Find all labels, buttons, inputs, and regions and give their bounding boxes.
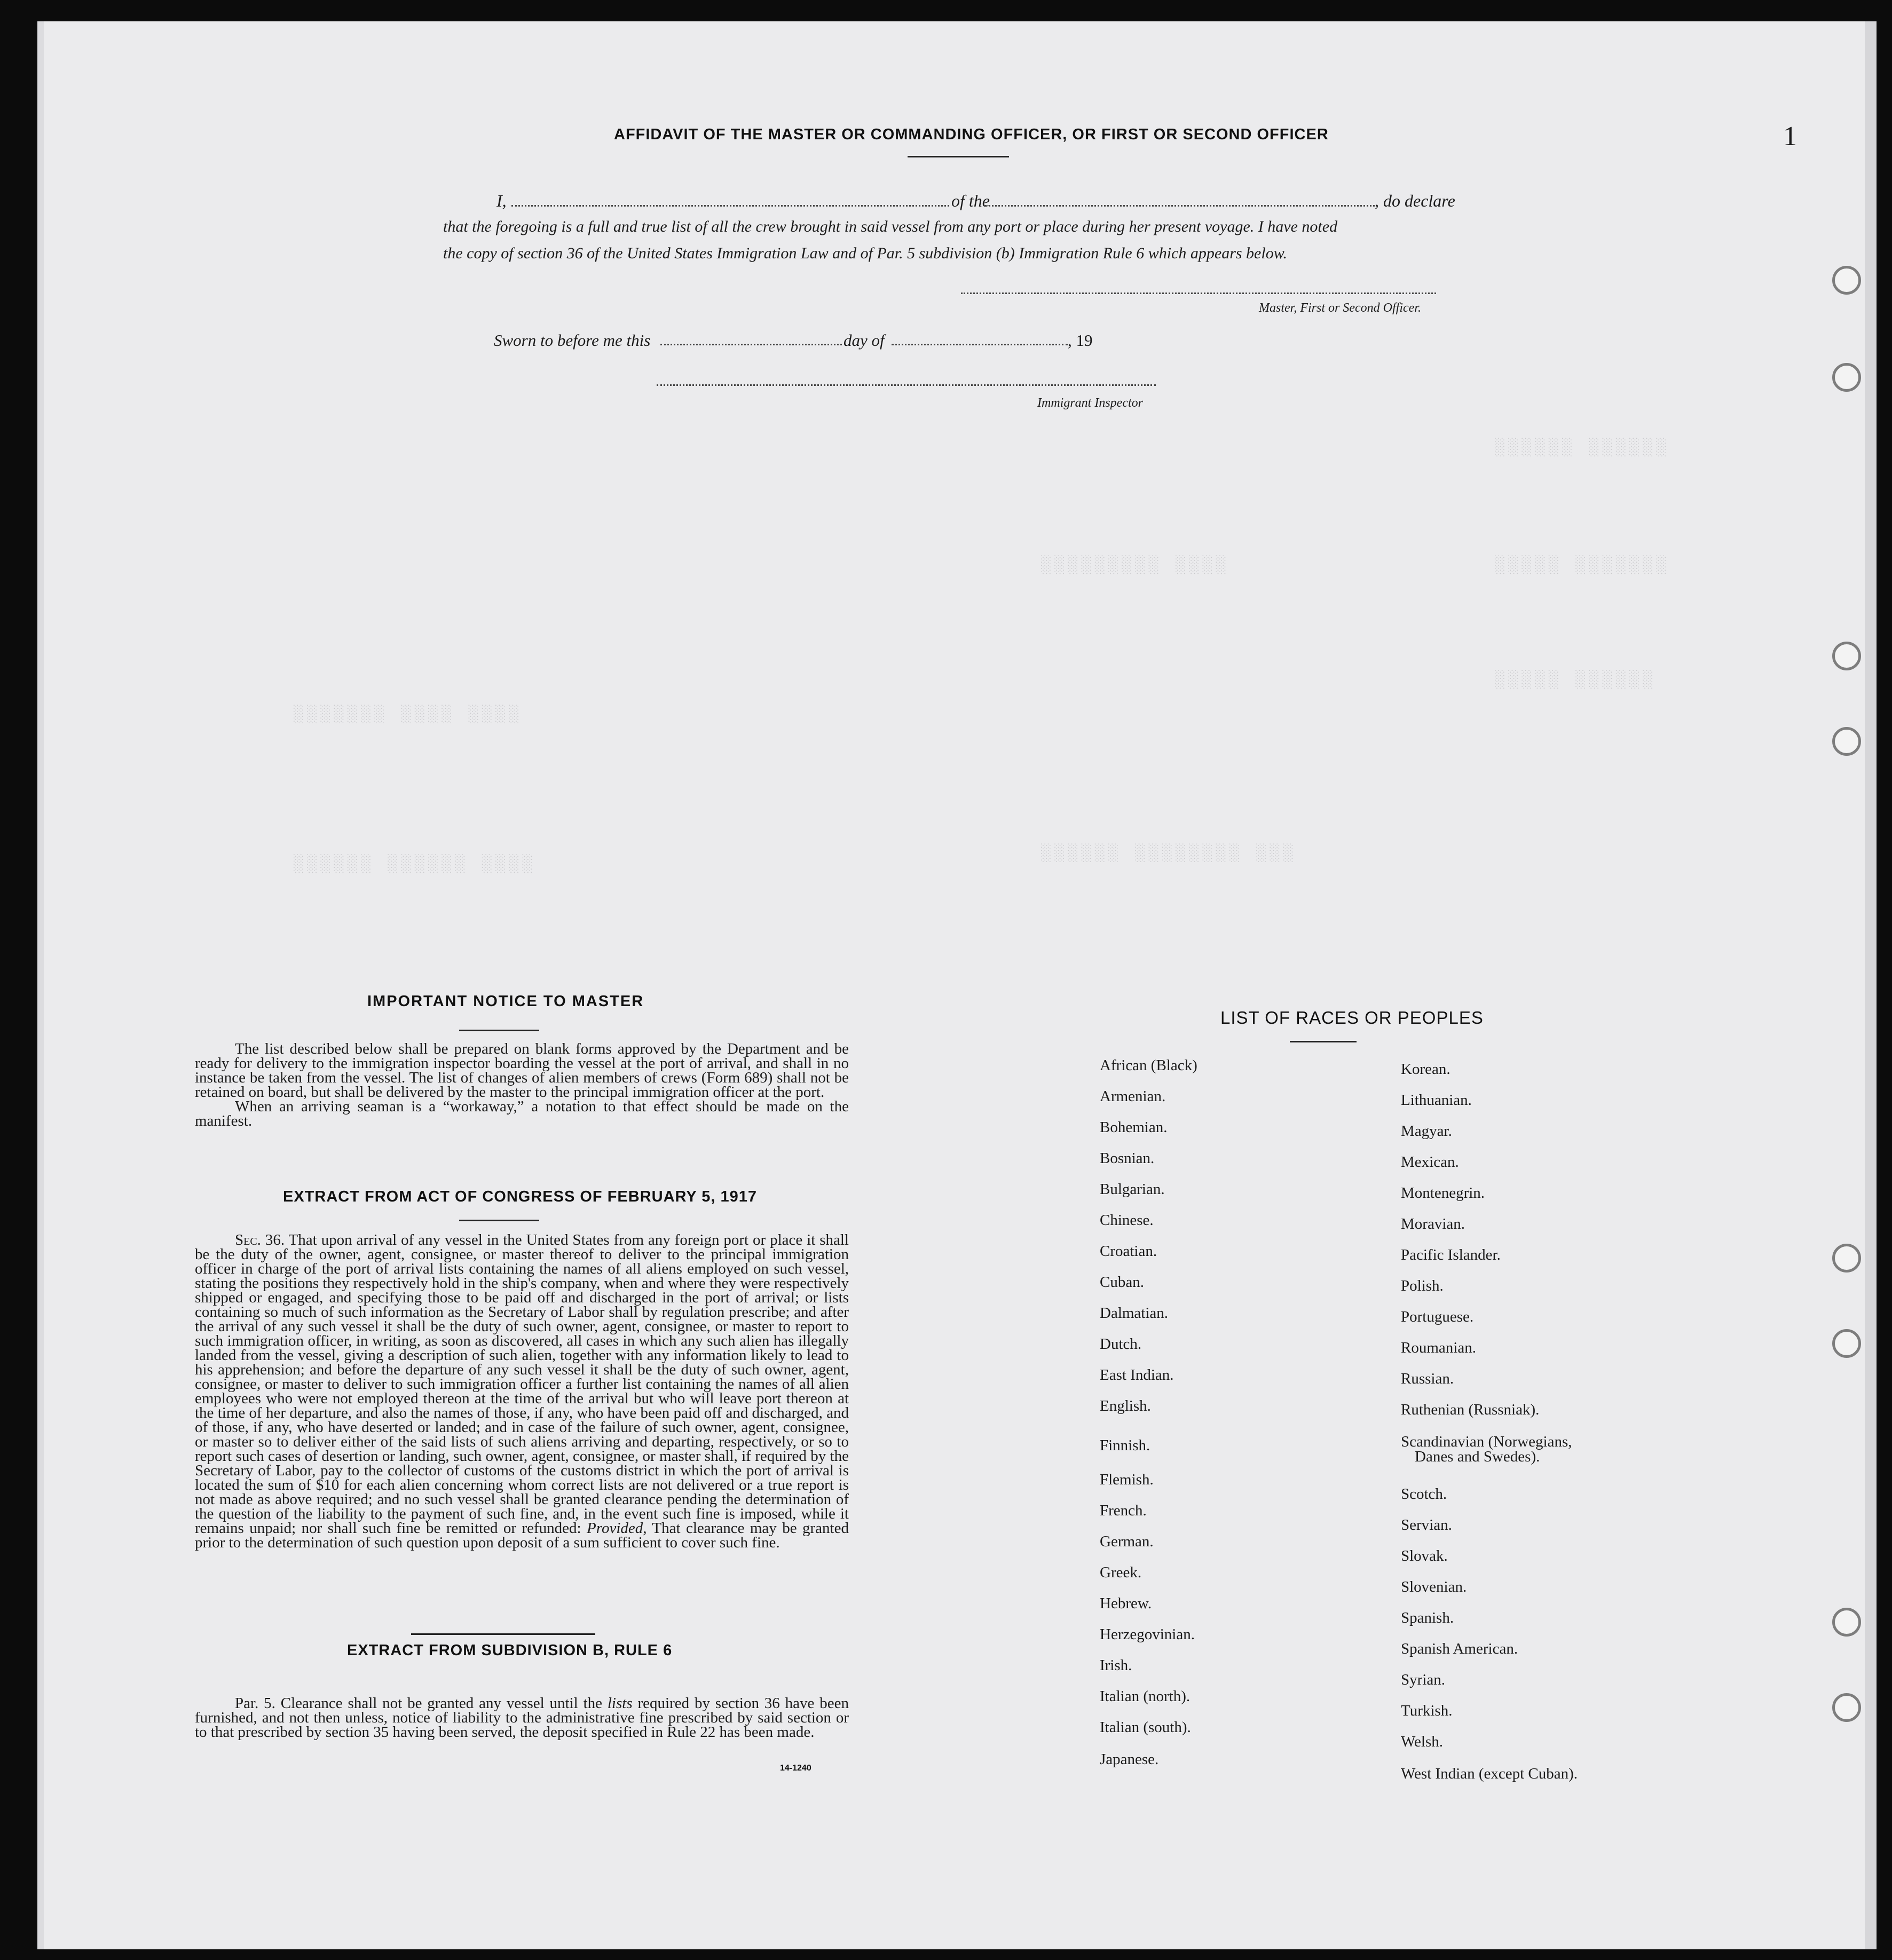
race-item: Cuban. bbox=[1100, 1274, 1144, 1291]
section-text: That upon arrival of any vessel in the United States from any foreign port or place it shall be the duty of the owner, agent, consignee, or master thereof to deliver to the principal immigration officer in charge of the port of arrival lists containing the names of all aliens employed on such vessel, stating the positions they respectively hold in the ship's company, when and where they were respectively shipped or engaged, and specifying those to be paid off and discharged in the port of arrival; or lists containing so much of such information as the Secretary of Labor shall by regulation prescribe; and after the arrival of any such vessel it shall be the duty of such owner, agent, consignee, or master to report to such immigration officer, in writing, as soon as discovered, all cases in which any such alien has illegally landed from the vessel, giving a description of such alien, together with any information likely to lead to his apprehension; and before the departure of any such vessel it shall be the duty of such owner, agent, consignee, or master to deliver to such immigration officer a further list containing the names of all alien employees who were not employed thereon at the time of the arrival but who will leave port thereon at the time of her departure, and also the names of those, if any, who have been paid off and discharged, and of those, if any, who have deserted or landed; and in case of the failure of such owner, agent, consignee, or master so to deliver either of the said lists of such aliens arriving and departing, respectively, or so to report such cases of desertion or landing, such owner, agent, consignee, or master shall, if required by the Secretary of Labor, pay to the collector of customs of the customs district in which the port of arrival is located the sum of $10 for each alien concerning whom correct lists are not delivered or a true report is not made as above required; and no such vessel shall be granted clearance pending the determination of the question of the liability to the payment of such fine, and, in the event such fine is imposed, while it remains unpaid; nor shall such fine be remitted or refunded: bbox=[195, 1231, 849, 1537]
rule6-text: Par. 5. Clearance shall not be granted any vessel until the bbox=[235, 1695, 603, 1712]
race-item: Dalmatian. bbox=[1100, 1305, 1169, 1322]
master-signature-field[interactable] bbox=[961, 293, 1436, 294]
race-item: Japanese. bbox=[1100, 1751, 1159, 1768]
race-item: Danes and Swedes). bbox=[1415, 1448, 1540, 1465]
vessel-name-field[interactable] bbox=[985, 205, 1375, 207]
bleed-through: ░░░░░░░░░ ░░░░ bbox=[1041, 555, 1229, 575]
section-label: Sec. 36. bbox=[235, 1231, 285, 1248]
rule6-lists: lists bbox=[607, 1695, 633, 1712]
notice-body bbox=[195, 1042, 849, 1128]
race-item: Scandinavian (Norwegians, bbox=[1401, 1433, 1572, 1450]
inspector-label: Immigrant Inspector bbox=[1037, 396, 1143, 410]
bleed-through: ░░░░░ ░░░░░░ bbox=[1495, 670, 1657, 690]
race-item: Italian (south). bbox=[1100, 1719, 1191, 1736]
race-item: Lithuanian. bbox=[1401, 1092, 1472, 1109]
race-item: English. bbox=[1100, 1397, 1151, 1414]
race-item: German. bbox=[1100, 1533, 1154, 1550]
rule6-text-end: required by section 36 have been furnished, and not then unless, notice of liability to the administrative fine prescribed by said section or to that prescribed by section 35 having been served, the deposit specified in Rule 22 has been made. bbox=[195, 1695, 849, 1741]
binder-hole bbox=[1832, 266, 1861, 295]
race-item: Moravian. bbox=[1401, 1215, 1465, 1232]
race-item: Turkish. bbox=[1401, 1702, 1453, 1719]
race-item: Mexican. bbox=[1401, 1153, 1459, 1171]
race-item: African (Black) bbox=[1100, 1057, 1197, 1074]
race-item: Magyar. bbox=[1401, 1123, 1452, 1140]
race-item: Armenian. bbox=[1100, 1088, 1166, 1105]
act-title: EXTRACT FROM ACT OF CONGRESS OF FEBRUARY 5, 1917 bbox=[283, 1188, 758, 1205]
race-item: Bulgarian. bbox=[1100, 1181, 1165, 1198]
race-item: Welsh. bbox=[1401, 1733, 1444, 1750]
section-text-end: That clearance may be granted prior to the determination of such question upon deposit of a sum sufficient to cover such fine. bbox=[195, 1520, 849, 1551]
binder-hole bbox=[1832, 1244, 1861, 1273]
race-item: Spanish. bbox=[1401, 1609, 1454, 1626]
race-item: Dutch. bbox=[1100, 1335, 1142, 1353]
affidavit-line1-prefix: I, bbox=[496, 191, 507, 210]
race-item: Finnish. bbox=[1100, 1437, 1150, 1454]
race-item: East Indian. bbox=[1100, 1366, 1174, 1384]
races-title: LIST OF RACES OR PEOPLES bbox=[1220, 1008, 1484, 1028]
race-item: Italian (north). bbox=[1100, 1688, 1191, 1705]
sworn-month-field[interactable] bbox=[892, 344, 1068, 345]
sworn-mid: day of bbox=[843, 331, 885, 350]
race-item: Pacific Islander. bbox=[1401, 1246, 1501, 1263]
race-item: Russian. bbox=[1401, 1370, 1454, 1387]
sworn-day-field[interactable] bbox=[660, 344, 842, 345]
race-item: Greek. bbox=[1100, 1564, 1142, 1581]
form-number: 14-1240 bbox=[780, 1764, 811, 1773]
race-item: Chinese. bbox=[1100, 1212, 1154, 1229]
race-item: Spanish American. bbox=[1401, 1640, 1518, 1657]
bleed-through: ░░░░░░ ░░░░░░░░ ░░░ bbox=[1041, 843, 1297, 863]
race-item: Slovak. bbox=[1401, 1547, 1448, 1564]
race-item: Flemish. bbox=[1100, 1471, 1154, 1488]
affidavit-line3: the copy of section 36 of the United States Immigration Law and of Par. 5 subdivision (b) Immigration Rule 6 which appears below. bbox=[443, 244, 1287, 262]
binder-hole bbox=[1832, 1329, 1861, 1358]
race-item: Irish. bbox=[1100, 1657, 1132, 1674]
race-item: Bosnian. bbox=[1100, 1150, 1155, 1167]
notice-title: IMPORTANT NOTICE TO MASTER bbox=[367, 993, 644, 1010]
affidavit-line1-suffix: , do declare bbox=[1375, 191, 1455, 210]
bleed-through: ░░░░░ ░░░░░░░ bbox=[1495, 555, 1670, 575]
race-item: Herzegovinian. bbox=[1100, 1626, 1195, 1643]
bleed-through: ░░░░░░░ ░░░░ ░░░░ bbox=[294, 705, 523, 724]
rule-divider bbox=[411, 1633, 595, 1635]
binder-hole bbox=[1832, 727, 1861, 756]
inspector-signature-field[interactable] bbox=[657, 384, 1156, 386]
binder-hole bbox=[1832, 642, 1861, 670]
affidavit-title: AFFIDAVIT OF THE MASTER OR COMMANDING OFFICER, OR FIRST OR SECOND OFFICER bbox=[614, 126, 1329, 143]
race-item: French. bbox=[1100, 1502, 1147, 1519]
sheet-edge-left bbox=[37, 21, 44, 1949]
bleed-through: ░░░░░░ ░░░░░░ bbox=[1495, 438, 1670, 457]
race-item: Portuguese. bbox=[1401, 1308, 1474, 1325]
notice-divider bbox=[459, 1030, 539, 1031]
binder-hole bbox=[1832, 363, 1861, 392]
notice-paragraph-2: When an arriving seaman is a “workaway,” a notation to that effect should be made on the manifest. bbox=[195, 1098, 849, 1129]
master-signature-label: Master, First or Second Officer. bbox=[1259, 301, 1421, 315]
binder-hole bbox=[1832, 1693, 1861, 1722]
act-divider bbox=[459, 1220, 539, 1221]
race-item: Ruthenian (Russniak). bbox=[1401, 1401, 1540, 1418]
race-item: Korean. bbox=[1401, 1061, 1450, 1078]
binder-hole bbox=[1832, 1608, 1861, 1637]
rule6-body bbox=[195, 1696, 849, 1740]
rule6-title: EXTRACT FROM SUBDIVISION B, RULE 6 bbox=[347, 1642, 673, 1659]
race-item: Servian. bbox=[1401, 1516, 1452, 1534]
race-item: Montenegrin. bbox=[1401, 1184, 1485, 1202]
title-divider bbox=[908, 156, 1009, 157]
provided-label: Provided, bbox=[587, 1520, 647, 1537]
race-item: Scotch. bbox=[1401, 1485, 1447, 1503]
act-body bbox=[195, 1233, 849, 1550]
races-divider bbox=[1290, 1041, 1357, 1042]
sheet-edge-right bbox=[1865, 21, 1877, 1949]
race-item: West Indian (except Cuban). bbox=[1401, 1765, 1578, 1782]
race-item: Slovenian. bbox=[1401, 1578, 1467, 1595]
notice-paragraph-1: The list described below shall be prepared on blank forms approved by the Department and be ready for delivery to the immigration inspector boarding the vessel at the port of arrival, and shall in no instance be taken from the vessel. The list of changes of alien members of crews (Form 689) shall not be retained on board, but shall be delivered by the master to the principal immigration officer at the port. bbox=[195, 1040, 849, 1101]
race-item: Croatian. bbox=[1100, 1243, 1157, 1260]
sworn-prefix: Sworn to before me this bbox=[494, 331, 651, 350]
race-item: Polish. bbox=[1401, 1277, 1444, 1294]
sworn-suffix: , 19 bbox=[1068, 331, 1093, 350]
affidavit-line2: that the foregoing is a full and true list of all the crew brought in said vessel from any port or place during her present voyage. I have noted bbox=[443, 218, 1338, 235]
affidavit-line1-mid: of the bbox=[951, 191, 990, 210]
bleed-through: ░░░░░░ ░░░░░░ ░░░░ bbox=[294, 854, 536, 874]
page-number: 1 bbox=[1783, 121, 1797, 152]
race-item: Bohemian. bbox=[1100, 1119, 1168, 1136]
document-sheet bbox=[37, 21, 1877, 1949]
officer-name-field[interactable] bbox=[511, 205, 949, 207]
race-item: Roumanian. bbox=[1401, 1339, 1476, 1356]
race-item: Hebrew. bbox=[1100, 1595, 1152, 1612]
race-item: Syrian. bbox=[1401, 1671, 1445, 1688]
